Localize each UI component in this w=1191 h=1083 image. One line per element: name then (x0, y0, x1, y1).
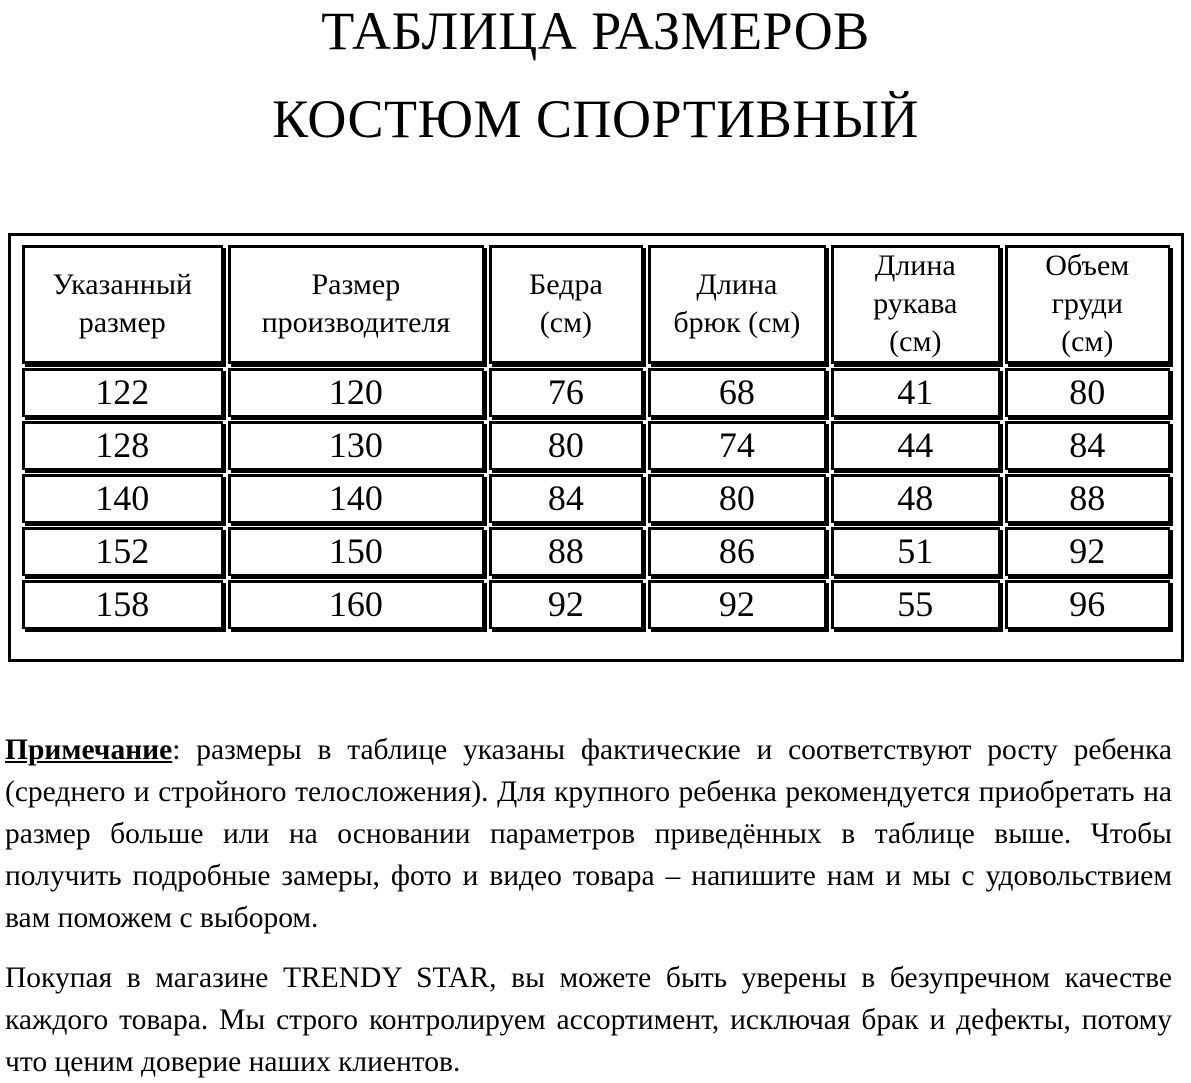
table-cell: 41 (831, 368, 999, 417)
header-cell-manufacturer-size: Размер производителя (228, 245, 485, 364)
table-cell: 150 (228, 527, 485, 576)
table-cell: 55 (831, 580, 999, 629)
note-text: : размеры в таблице указаны фактические и соответствуют росту ребенка (среднего и стройного телосложения). Для крупного ребенка рекомендуется приобретать на размер больше или на основании параметров приведённых в таблице выше. Чтобы получить подробные замеры, фото и видео товара – напишите нам и мы с удовольствием вам поможем с выбором. (5, 734, 1172, 934)
page-title: ТАБЛИЦА РАЗМЕРОВ (321, 1, 870, 61)
table-cell: 48 (831, 474, 999, 523)
table-row (22, 580, 1170, 629)
table-cell: 158 (22, 580, 223, 629)
store-paragraph: Покупая в магазине TRENDY STAR, вы можете быть уверены в безупречном качестве каждого товара. Мы строго контролируем ассортимент, исключая брак и дефекты, потому что ценим доверие наших клиентов. (5, 962, 1172, 1078)
header-cell-pants-length: Длина брюк (см) (648, 245, 826, 364)
table-cell: 160 (228, 580, 485, 629)
table-row (22, 368, 1170, 417)
table-cell: 92 (489, 580, 642, 629)
size-table-frame (8, 233, 1184, 662)
table-cell: 92 (648, 580, 826, 629)
table-cell: 140 (228, 474, 485, 523)
header-cell-hips: Бедра (см) (489, 245, 642, 364)
table-cell: 152 (22, 527, 223, 576)
table-cell: 84 (1005, 421, 1170, 470)
table-cell: 88 (489, 527, 642, 576)
table-cell: 86 (648, 527, 826, 576)
table-cell: 80 (648, 474, 826, 523)
table-row (22, 474, 1170, 523)
note-label: Примечание (5, 734, 173, 766)
table-cell: 128 (22, 421, 223, 470)
table-cell: 80 (1005, 368, 1170, 417)
table-row (22, 527, 1170, 576)
table-cell: 76 (489, 368, 642, 417)
table-cell: 68 (648, 368, 826, 417)
table-cell: 51 (831, 527, 999, 576)
table-row (22, 421, 1170, 470)
table-cell: 120 (228, 368, 485, 417)
header-cell-chest: Объем груди (см) (1005, 245, 1170, 364)
table-cell: 92 (1005, 527, 1170, 576)
header-cell-stated-size: Указанный размер (22, 245, 223, 364)
header-cell-sleeve-length: Длина рукава (см) (831, 245, 999, 364)
table-cell: 44 (831, 421, 999, 470)
table-cell: 84 (489, 474, 642, 523)
page-subtitle: КОСТЮМ СПОРТИВНЫЙ (272, 89, 919, 149)
table-cell: 96 (1005, 580, 1170, 629)
note-paragraph (5, 729, 1172, 939)
table-cell: 130 (228, 421, 485, 470)
size-table (17, 241, 1175, 633)
table-cell: 122 (22, 368, 223, 417)
table-cell: 140 (22, 474, 223, 523)
table-cell: 80 (489, 421, 642, 470)
table-cell: 74 (648, 421, 826, 470)
table-cell: 88 (1005, 474, 1170, 523)
table-header-row (22, 245, 1170, 364)
